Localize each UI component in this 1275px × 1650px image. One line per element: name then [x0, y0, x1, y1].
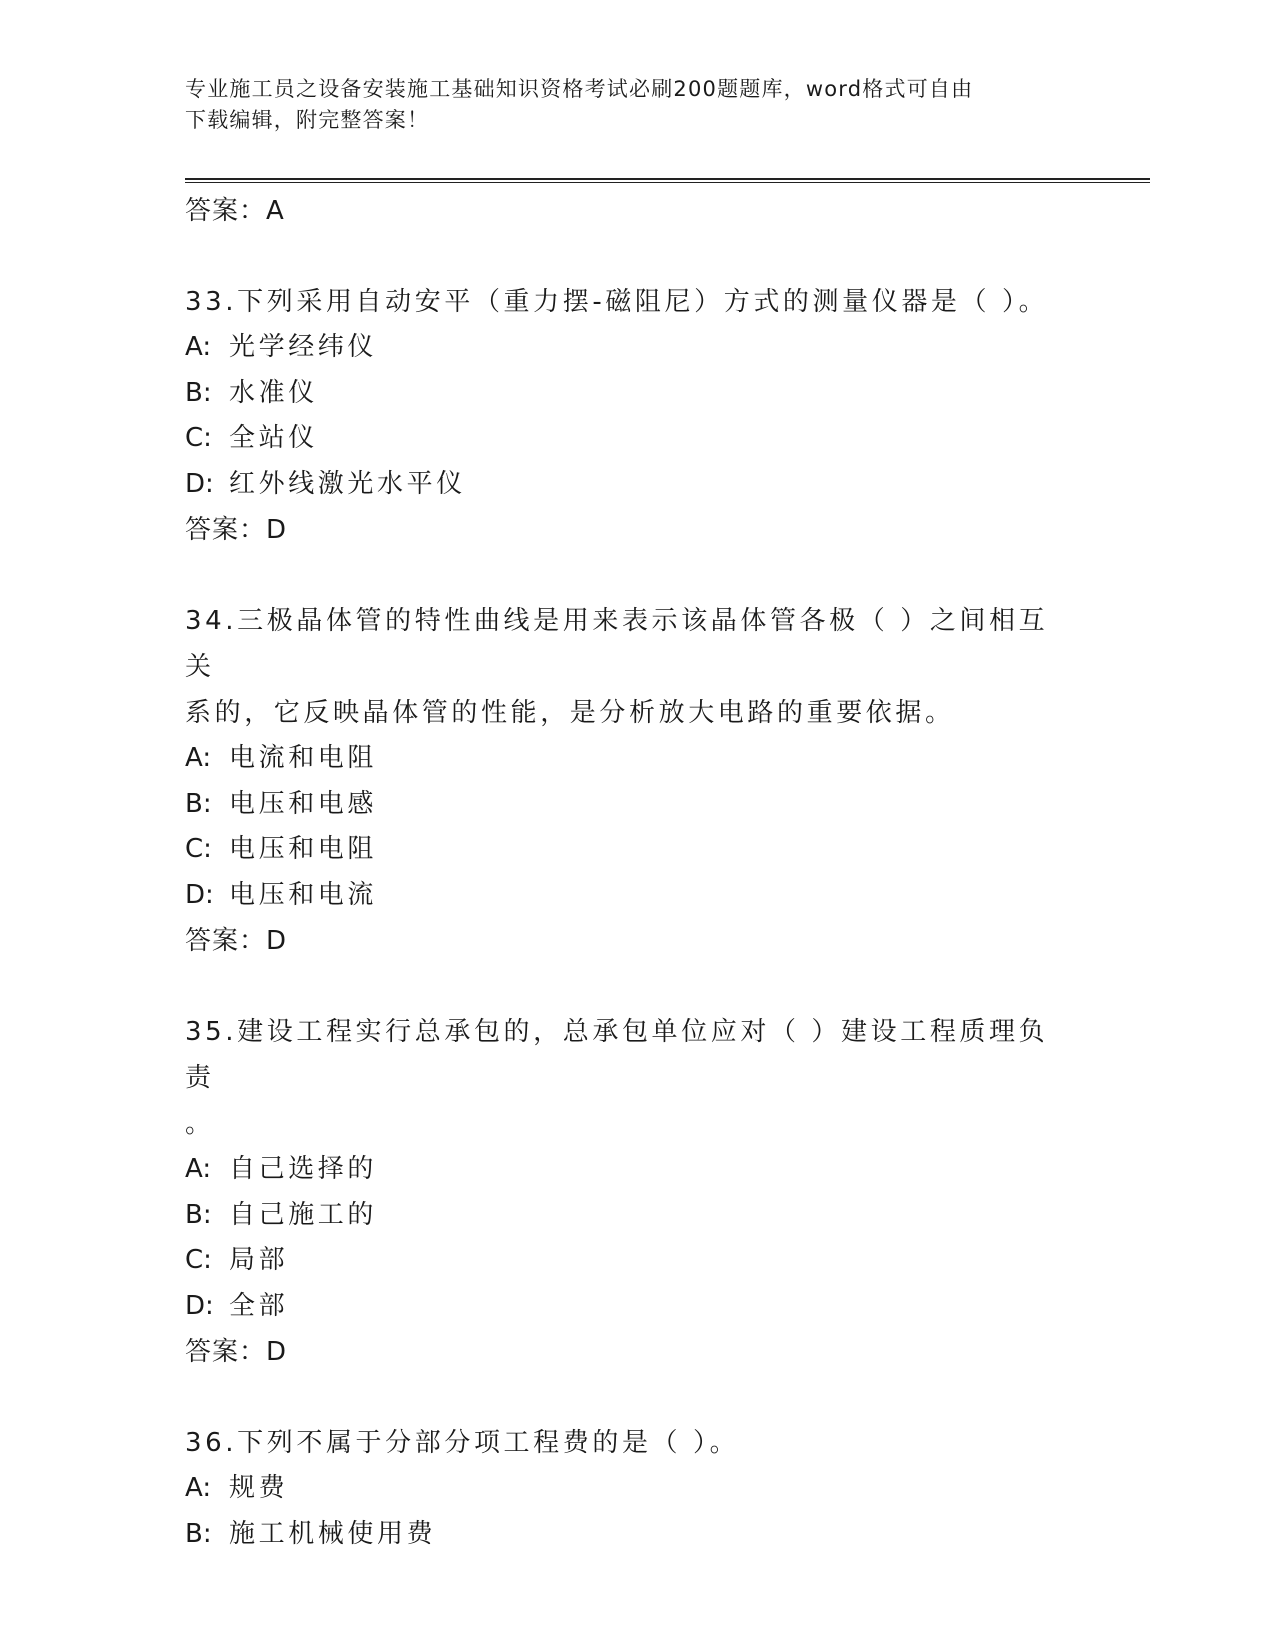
option-a — [185, 736, 1065, 782]
option-label: B: — [185, 788, 212, 819]
question-block — [185, 1009, 1065, 1375]
option-label: B: — [185, 1199, 212, 1230]
question-text: 33.下列采用自动安平（重力摆-磁阻尼）方式的测量仪器是（ ）。 — [185, 287, 1049, 317]
option-text: 施工机械使用费 — [229, 1518, 437, 1549]
question-text-continued: 。 — [185, 1109, 215, 1139]
option-a — [185, 1466, 1065, 1512]
option-c — [185, 416, 1065, 462]
option-d — [185, 462, 1065, 508]
header-rule — [185, 178, 1150, 180]
spacer — [185, 234, 1065, 279]
question-text-continued: 系的，它反映晶体管的性能，是分析放大电路的重要依据。 — [185, 698, 955, 728]
answer-line: 答案：D — [185, 515, 288, 545]
option-d — [185, 1284, 1065, 1330]
option-text: 水准仪 — [229, 377, 318, 408]
option-d — [185, 873, 1065, 919]
option-text: 红外线激光水平仪 — [229, 468, 466, 499]
document-body — [185, 188, 1065, 1557]
option-text: 电流和电阻 — [229, 743, 378, 773]
option-text: 全站仪 — [229, 423, 318, 453]
option-label: D: — [185, 1290, 214, 1321]
option-text: 自己施工的 — [229, 1199, 378, 1230]
option-label: A: — [185, 1154, 212, 1184]
option-label: C: — [185, 423, 212, 453]
option-text: 电压和电流 — [229, 879, 378, 910]
question-block — [185, 1420, 1065, 1557]
option-label: D: — [185, 879, 214, 910]
question-block — [185, 598, 1065, 964]
option-b — [185, 1512, 1065, 1558]
question-block — [185, 279, 1065, 553]
option-label: B: — [185, 1518, 212, 1549]
question-text: 34.三极晶体管的特性曲线是用来表示该晶体管各极（ ）之间相互关 — [185, 606, 1049, 682]
option-label: C: — [185, 1245, 212, 1275]
option-c — [185, 1238, 1065, 1284]
option-label: A: — [185, 1473, 212, 1503]
option-label: C: — [185, 834, 212, 864]
question-text: 35.建设工程实行总承包的，总承包单位应对（ ）建设工程质理负责 — [185, 1017, 1049, 1093]
option-text: 电压和电阻 — [229, 834, 378, 864]
option-text: 光学经纬仪 — [229, 332, 378, 362]
option-b — [185, 782, 1065, 828]
spacer — [185, 964, 1065, 1009]
header-rule-thin — [185, 182, 1150, 183]
option-label: A: — [185, 743, 212, 773]
document-header — [185, 74, 1065, 136]
header-line-1: 专业施工员之设备安装施工基础知识资格考试必刷200题题库，word格式可自由 — [185, 77, 974, 101]
option-text: 电压和电感 — [229, 788, 378, 819]
option-label: B: — [185, 377, 212, 408]
option-b — [185, 1193, 1065, 1239]
question-text: 36.下列不属于分部分项工程费的是（ ）。 — [185, 1428, 740, 1458]
header-line-2: 下载编辑，附完整答案！ — [185, 108, 430, 132]
option-a — [185, 1147, 1065, 1193]
answer-line: 答案：D — [185, 1337, 288, 1367]
spacer — [185, 553, 1065, 598]
option-text: 局部 — [229, 1245, 289, 1275]
answer-line: 答案：A — [185, 196, 285, 226]
answer-line: 答案：D — [185, 926, 288, 956]
option-text: 全部 — [229, 1290, 289, 1321]
option-c — [185, 827, 1065, 873]
option-label: A: — [185, 332, 212, 362]
option-text: 自己选择的 — [229, 1154, 378, 1184]
option-b — [185, 371, 1065, 417]
spacer — [185, 1375, 1065, 1420]
option-a — [185, 325, 1065, 371]
option-text: 规费 — [229, 1473, 289, 1503]
option-label: D: — [185, 468, 214, 499]
